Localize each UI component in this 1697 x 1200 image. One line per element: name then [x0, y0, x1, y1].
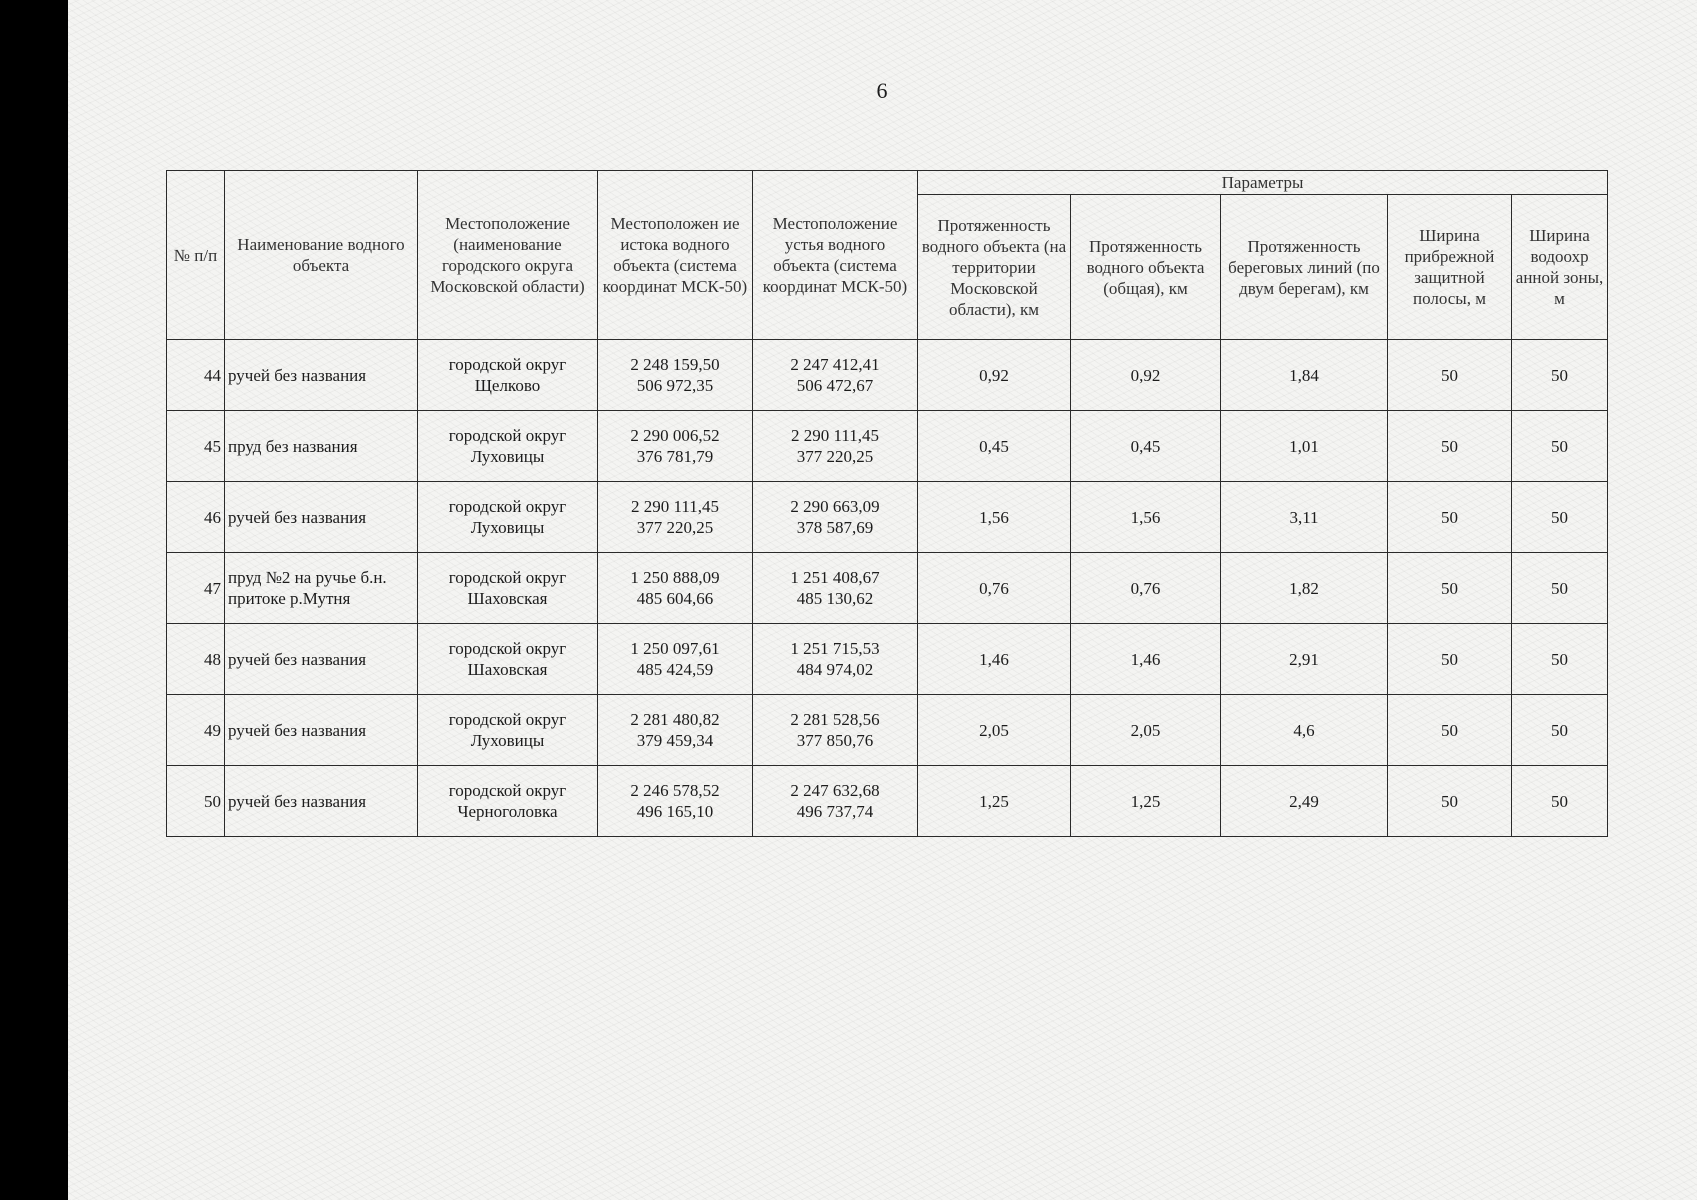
cell-shore-length: 3,11 [1221, 482, 1388, 553]
header-length-total: Протяженность водного объекта (общая), км [1071, 195, 1221, 340]
cell-length-total: 0,76 [1071, 553, 1221, 624]
cell-coastal-strip: 50 [1388, 482, 1512, 553]
table-row [167, 624, 1608, 695]
cell-coastal-strip: 50 [1388, 624, 1512, 695]
cell-source-coords-line: 377 220,25 [636, 518, 714, 537]
cell-location [418, 624, 598, 695]
header-name: Наименование водного объекта [225, 171, 418, 340]
cell-location-line: городской округ [448, 355, 567, 374]
cell-mouth-coords [753, 695, 918, 766]
cell-shore-length: 2,49 [1221, 766, 1388, 837]
cell-source-coords [598, 695, 753, 766]
cell-name: ручей без названия [225, 482, 418, 553]
cell-source-coords [598, 411, 753, 482]
cell-mouth-coords-line: 496 737,74 [796, 802, 874, 821]
cell-mouth-coords [753, 766, 918, 837]
header-protection-zone: Ширина водоохр анной зоны, м [1512, 195, 1608, 340]
cell-num: 47 [167, 553, 225, 624]
cell-length-total: 0,92 [1071, 340, 1221, 411]
cell-mouth-coords [753, 411, 918, 482]
cell-location [418, 340, 598, 411]
cell-coastal-strip: 50 [1388, 411, 1512, 482]
cell-num: 49 [167, 695, 225, 766]
cell-mouth-coords-line: 378 587,69 [796, 518, 874, 537]
cell-source-coords-line: 2 290 006,52 [630, 426, 720, 445]
cell-source-coords-line: 1 250 097,61 [630, 639, 720, 658]
cell-mouth-coords-line: 377 220,25 [796, 447, 874, 466]
cell-source-coords [598, 624, 753, 695]
cell-protection-zone: 50 [1512, 340, 1608, 411]
cell-shore-length: 1,01 [1221, 411, 1388, 482]
cell-source-coords [598, 766, 753, 837]
cell-shore-length: 1,82 [1221, 553, 1388, 624]
cell-length-region: 0,92 [918, 340, 1071, 411]
cell-source-coords [598, 553, 753, 624]
cell-length-region: 0,76 [918, 553, 1071, 624]
cell-source-coords-line: 2 290 111,45 [631, 497, 719, 516]
cell-length-total: 1,56 [1071, 482, 1221, 553]
cell-mouth-coords [753, 553, 918, 624]
cell-length-total: 1,46 [1071, 624, 1221, 695]
cell-num: 45 [167, 411, 225, 482]
cell-name: ручей без названия [225, 624, 418, 695]
cell-mouth-coords [753, 624, 918, 695]
cell-name: ручей без названия [225, 340, 418, 411]
cell-length-region: 1,25 [918, 766, 1071, 837]
cell-coastal-strip: 50 [1388, 340, 1512, 411]
table-row [167, 411, 1608, 482]
cell-num: 44 [167, 340, 225, 411]
cell-mouth-coords-line: 1 251 715,53 [790, 639, 880, 658]
cell-length-region: 0,45 [918, 411, 1071, 482]
cell-protection-zone: 50 [1512, 695, 1608, 766]
cell-location-line: Луховицы [470, 447, 545, 466]
cell-location [418, 695, 598, 766]
cell-mouth-coords-line: 377 850,76 [796, 731, 874, 750]
cell-location [418, 411, 598, 482]
cell-name: пруд №2 на ручье б.н. притоке р.Мутня [225, 553, 418, 624]
cell-location-line: городской округ [448, 639, 567, 658]
cell-coastal-strip: 50 [1388, 553, 1512, 624]
cell-protection-zone: 50 [1512, 482, 1608, 553]
cell-length-region: 2,05 [918, 695, 1071, 766]
cell-mouth-coords-line: 2 290 111,45 [791, 426, 879, 445]
cell-location-line: Шаховская [467, 660, 548, 679]
cell-location-line: Луховицы [470, 731, 545, 750]
cell-mouth-coords-line: 2 247 412,41 [790, 355, 880, 374]
cell-source-coords [598, 340, 753, 411]
cell-protection-zone: 50 [1512, 766, 1608, 837]
cell-source-coords-line: 485 604,66 [636, 589, 714, 608]
cell-source-coords-line: 2 248 159,50 [630, 355, 720, 374]
table-row [167, 766, 1608, 837]
page-number: 6 [876, 78, 888, 103]
cell-num: 48 [167, 624, 225, 695]
cell-location [418, 482, 598, 553]
table-row [167, 695, 1608, 766]
cell-coastal-strip: 50 [1388, 766, 1512, 837]
scan-dark-edge [0, 0, 68, 1200]
header-coastal-strip: Ширина прибрежной защитной полосы, м [1388, 195, 1512, 340]
cell-source-coords-line: 496 165,10 [636, 802, 714, 821]
cell-location [418, 553, 598, 624]
header-length-region: Протяженность водного объекта (на территории Московской области), км [918, 195, 1071, 340]
cell-protection-zone: 50 [1512, 411, 1608, 482]
cell-length-region: 1,56 [918, 482, 1071, 553]
cell-mouth-coords-line: 506 472,67 [796, 376, 874, 395]
cell-location-line: городской округ [448, 710, 567, 729]
header-shore-length: Протяженность береговых линий (по двум берегам), км [1221, 195, 1388, 340]
header-location: Местоположение (наименование городского округа Московской области) [418, 171, 598, 340]
cell-source-coords-line: 2 246 578,52 [630, 781, 720, 800]
cell-name: ручей без названия [225, 695, 418, 766]
cell-source-coords-line: 1 250 888,09 [630, 568, 720, 587]
cell-mouth-coords-line: 2 281 528,56 [790, 710, 880, 729]
cell-name: пруд без названия [225, 411, 418, 482]
cell-source-coords-line: 2 281 480,82 [630, 710, 720, 729]
cell-location-line: городской округ [448, 568, 567, 587]
header-params: Параметры [918, 171, 1608, 195]
cell-mouth-coords-line: 485 130,62 [796, 589, 874, 608]
table-row [167, 482, 1608, 553]
cell-shore-length: 1,84 [1221, 340, 1388, 411]
cell-shore-length: 2,91 [1221, 624, 1388, 695]
cell-source-coords [598, 482, 753, 553]
cell-location-line: городской округ [448, 781, 567, 800]
cell-length-region: 1,46 [918, 624, 1071, 695]
cell-num: 46 [167, 482, 225, 553]
cell-length-total: 1,25 [1071, 766, 1221, 837]
cell-source-coords-line: 485 424,59 [636, 660, 714, 679]
cell-location [418, 766, 598, 837]
header-source: Местоположен ие истока водного объекта (система координат МСК-50) [598, 171, 753, 340]
header-mouth: Местоположение устья водного объекта (система координат МСК-50) [753, 171, 918, 340]
cell-location-line: Шаховская [467, 589, 548, 608]
cell-location-line: городской округ [448, 426, 567, 445]
cell-shore-length: 4,6 [1221, 695, 1388, 766]
cell-location-line: городской округ [448, 497, 567, 516]
cell-mouth-coords-line: 2 290 663,09 [790, 497, 880, 516]
cell-source-coords-line: 379 459,34 [636, 731, 714, 750]
cell-name: ручей без названия [225, 766, 418, 837]
cell-length-total: 0,45 [1071, 411, 1221, 482]
cell-mouth-coords-line: 1 251 408,67 [790, 568, 880, 587]
cell-location-line: Черноголовка [457, 802, 558, 821]
cell-source-coords-line: 376 781,79 [636, 447, 714, 466]
header-num: № п/п [167, 171, 225, 340]
cell-mouth-coords [753, 482, 918, 553]
cell-num: 50 [167, 766, 225, 837]
cell-source-coords-line: 506 972,35 [636, 376, 714, 395]
cell-mouth-coords-line: 484 974,02 [796, 660, 874, 679]
cell-protection-zone: 50 [1512, 624, 1608, 695]
cell-protection-zone: 50 [1512, 553, 1608, 624]
cell-coastal-strip: 50 [1388, 695, 1512, 766]
cell-length-total: 2,05 [1071, 695, 1221, 766]
water-objects-table [166, 170, 1608, 837]
cell-mouth-coords [753, 340, 918, 411]
table-row [167, 340, 1608, 411]
cell-location-line: Луховицы [470, 518, 545, 537]
table-row [167, 553, 1608, 624]
cell-mouth-coords-line: 2 247 632,68 [790, 781, 880, 800]
cell-location-line: Щелково [474, 376, 541, 395]
